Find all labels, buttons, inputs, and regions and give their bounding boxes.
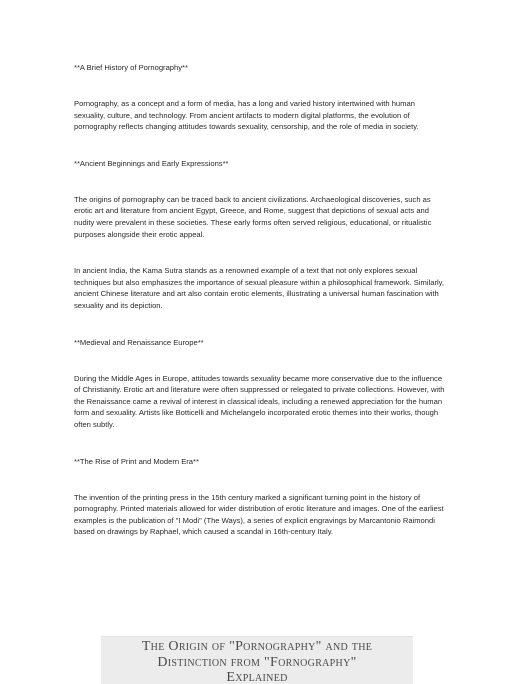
title-banner — [101, 636, 413, 684]
paragraph: During the Middle Ages in Europe, attitudes towards sexuality became more conservative due to the influence of Christianity. Erotic art and literature were often suppressed or relegated to private collections. However, with the Renaissance came a revival of interest in classical ideals, including a renewed appreciation for the human form and sexuality. Artists like Botticelli and Michelangelo incorporated erotic themes into their works, though often subtly. — [74, 373, 445, 429]
section-heading: **The Rise of Print and Modern Era** — [74, 456, 199, 466]
paragraph: The invention of the printing press in the 15th century marked a significant turning point in the history of pornography. Printed materials allowed for wider distribution of erotic literature and images. One of the earliest examples is the publication of "I Modi" (The Ways), a series of explicit engravings by Marcantonio Raimondi based on drawings by Raphael, which caused a scandal in 16th-century Italy. — [74, 492, 444, 537]
banner-title-line-3: Explained — [226, 670, 288, 684]
section-heading: **A Brief History of Pornography** — [74, 63, 188, 72]
section-heading: **Ancient Beginnings and Early Expressions** — [74, 158, 229, 168]
section-heading: **Medieval and Renaissance Europe** — [74, 337, 204, 347]
document-body — [74, 62, 446, 538]
paragraph: Pornography, as a concept and a form of media, has a long and varied history intertwined with human sexuality, culture, and technology. From ancient artifacts to modern digital platforms, the evolution of pornography reflects changing attitudes towards sexuality, censorship, and the role of media in society. — [74, 99, 419, 132]
paragraph: The origins of pornography can be traced back to ancient civilizations. Archaeological discoveries, such as erotic art and literature from ancient Egypt, Greece, and Rome, suggest that depictions of sexual acts and nudity were prevalent in these societies. These early forms often served religious, educational, or ritualistic purposes alongside their erotic appeal. — [74, 194, 432, 239]
banner-title-line-1: The Origin of "Pornography" and the — [141, 639, 373, 654]
paragraph: In ancient India, the Kama Sutra stands as a renowned example of a text that not only explores sexual techniques but also emphasizes the importance of sexual pleasure within a philosophical framework. Similarly, ancient Chinese literature and art also contain erotic elements, illustrating a universal human fascination with sexuality and its depiction. — [74, 266, 445, 310]
banner-title-line-2: Distinction from "Fornography" — [157, 654, 357, 670]
